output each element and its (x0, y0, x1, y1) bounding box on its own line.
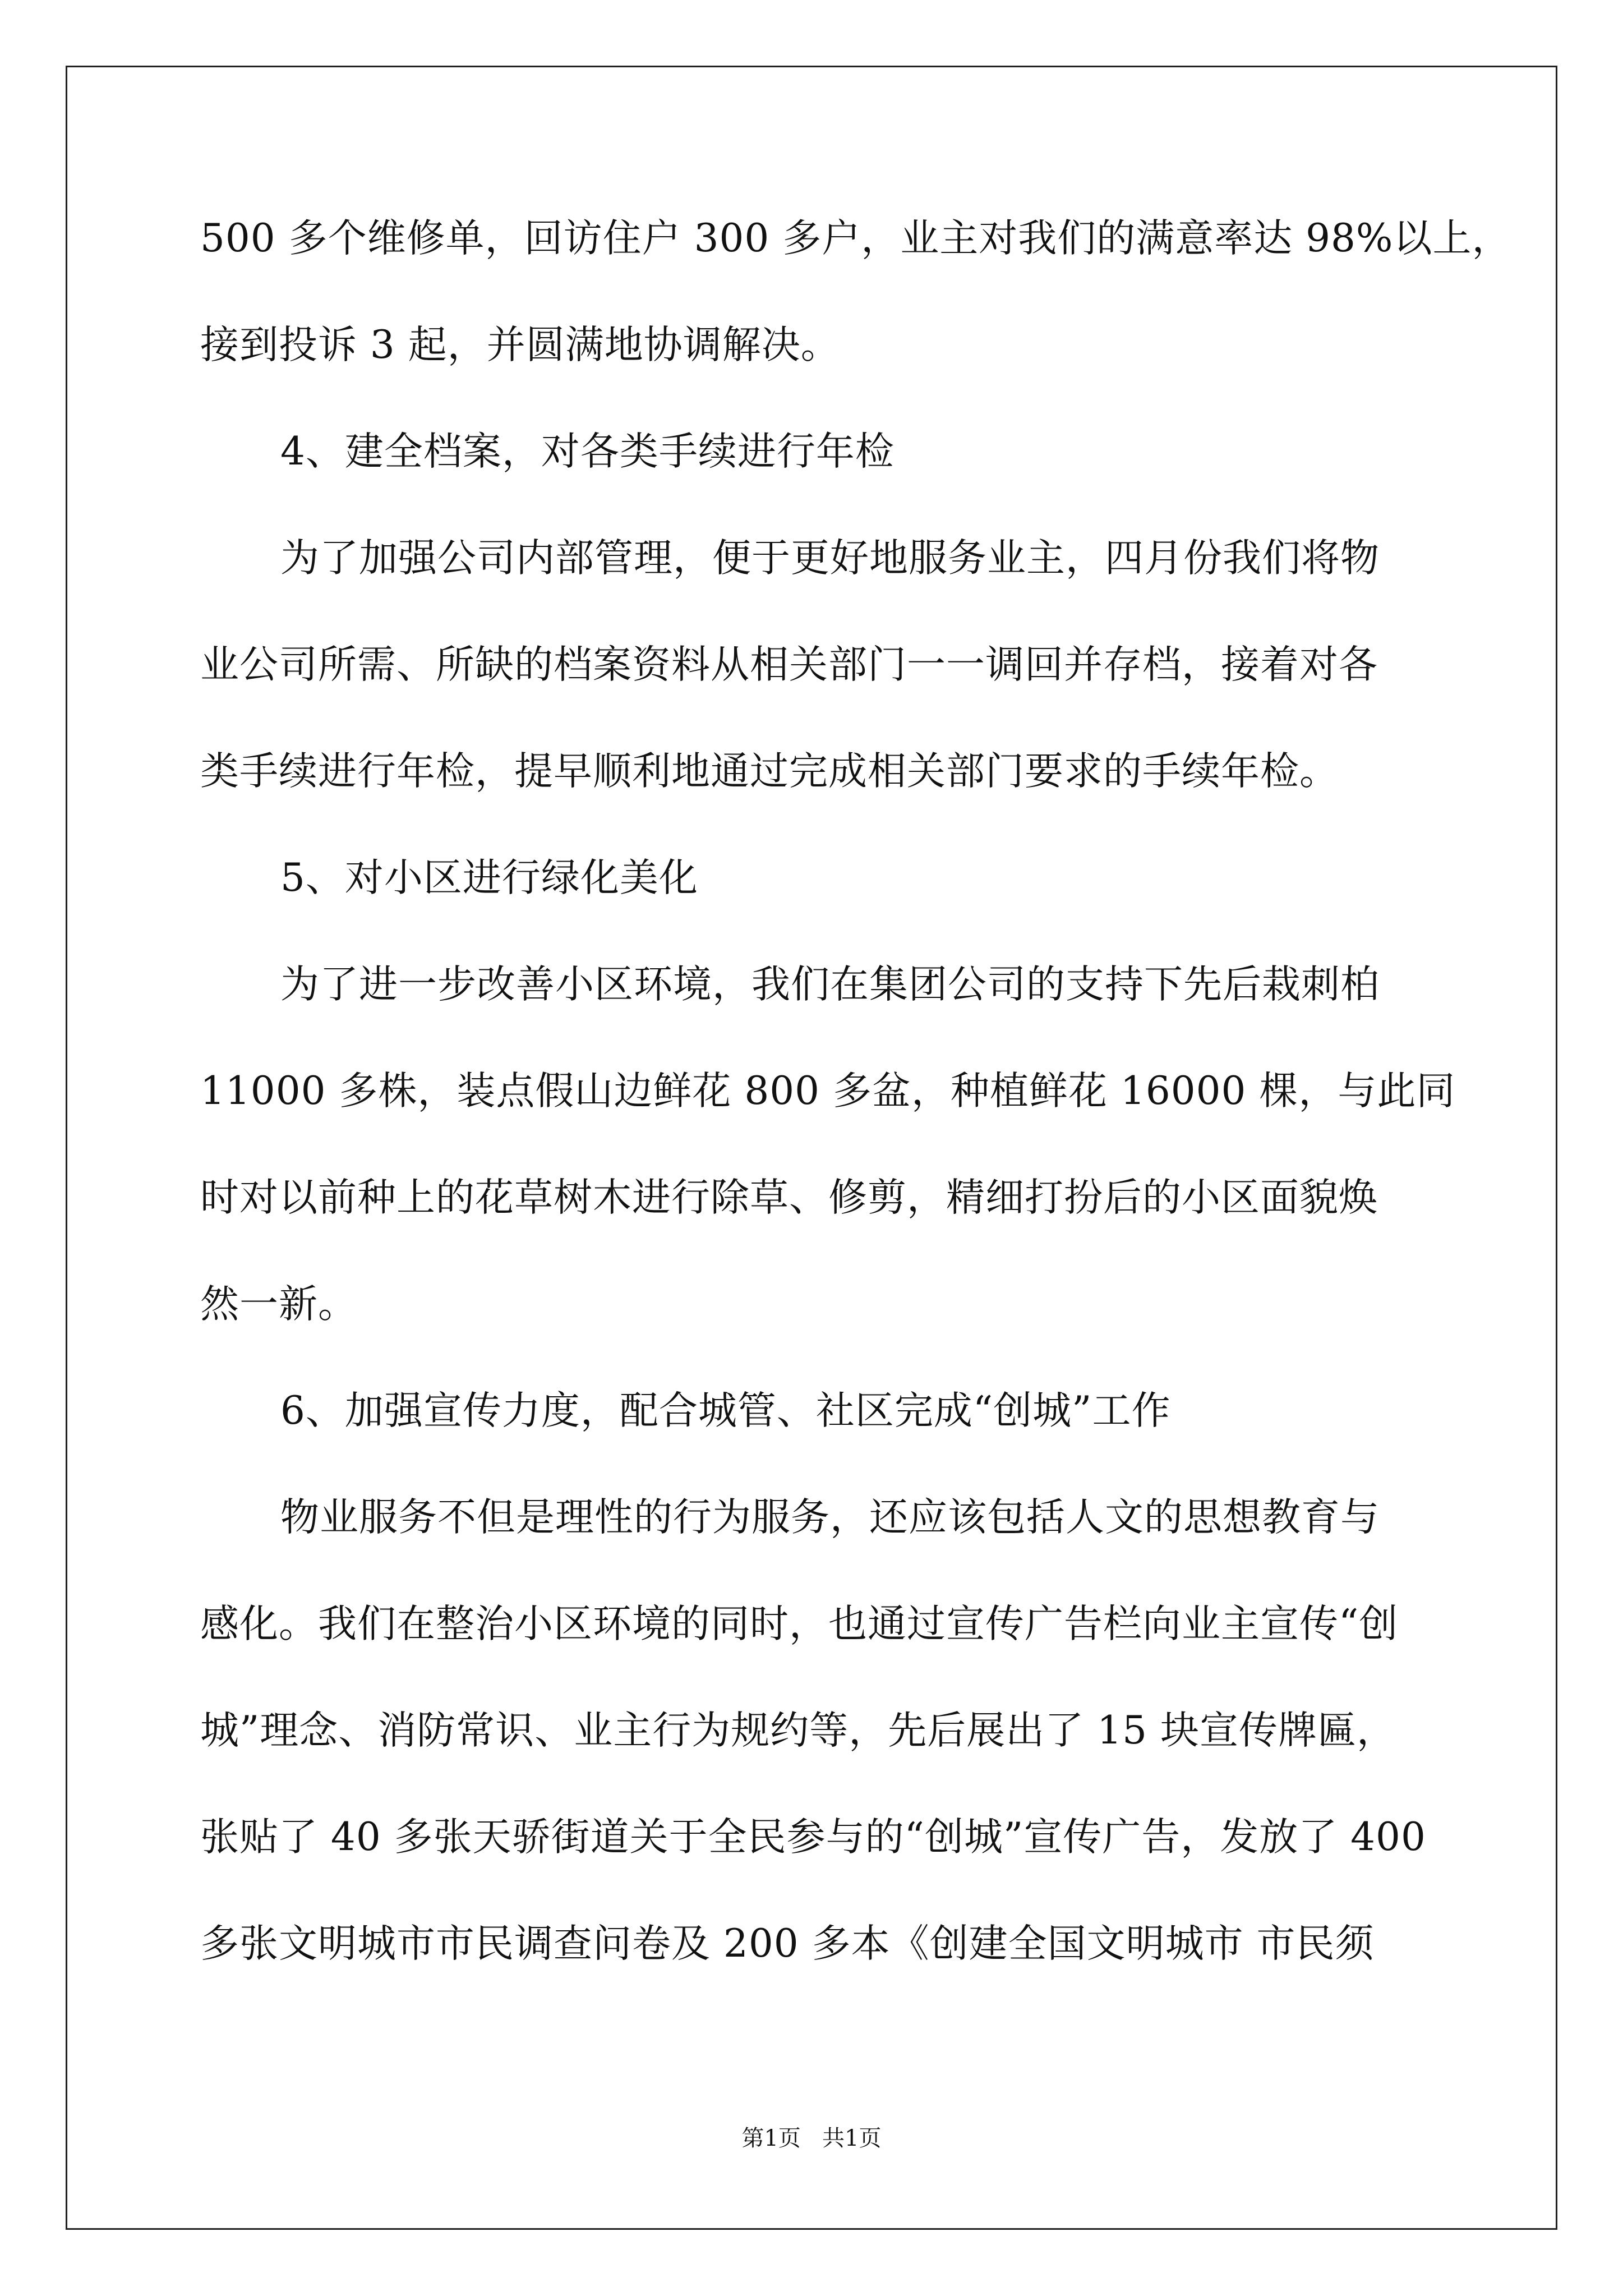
text-line: 时对以前种上的花草树木进行除草、修剪，精细打扮后的小区面貌焕 (200, 1175, 1378, 1220)
page-footer: 第1页 共1页 (741, 2125, 882, 2151)
text-line: 500 多个维修单，回访住户 300 多户，业主对我们的满意率达 98%以上， (200, 216, 1511, 261)
page-border (66, 66, 1557, 2230)
text-line: 为了加强公司内部管理，便于更好地服务业主，四月份我们将物 (280, 536, 1380, 581)
text-line: 为了进一步改善小区环境，我们在集团公司的支持下先后栽刺柏 (280, 962, 1380, 1007)
text-line: 多张文明城市市民调查问卷及 200 多本《创建全国文明城市 市民须 (200, 1921, 1375, 1966)
text-line: 接到投诉 3 起，并圆满地协调解决。 (200, 323, 840, 367)
section-heading: 4、建全档案，对各类手续进行年检 (280, 429, 895, 474)
text-line: 业公司所需、所缺的档案资料从相关部门一一调回并存档，接着对各 (200, 642, 1378, 687)
text-line: 城”理念、消防常识、业主行为规约等，先后展出了 15 块宣传牌匾， (200, 1708, 1396, 1753)
section-heading: 6、加强宣传力度，配合城管、社区完成“创城”工作 (280, 1388, 1171, 1433)
section-heading: 5、对小区进行绿化美化 (280, 855, 698, 900)
text-line: 然一新。 (200, 1282, 357, 1327)
text-line: 类手续进行年检，提早顺利地通过完成相关部门要求的手续年检。 (200, 749, 1339, 794)
text-line: 物业服务不但是理性的行为服务，还应该包括人文的思想教育与 (280, 1495, 1380, 1540)
text-line: 11000 多株，装点假山边鲜花 800 多盆，种植鲜花 16000 棵，与此同 (200, 1069, 1456, 1114)
text-line: 张贴了 40 多张天骄街道关于全民参与的“创城”宣传广告，发放了 400 (200, 1815, 1426, 1860)
text-line: 感化。我们在整治小区环境的同时，也通过宣传广告栏向业主宣传“创 (200, 1602, 1399, 1646)
